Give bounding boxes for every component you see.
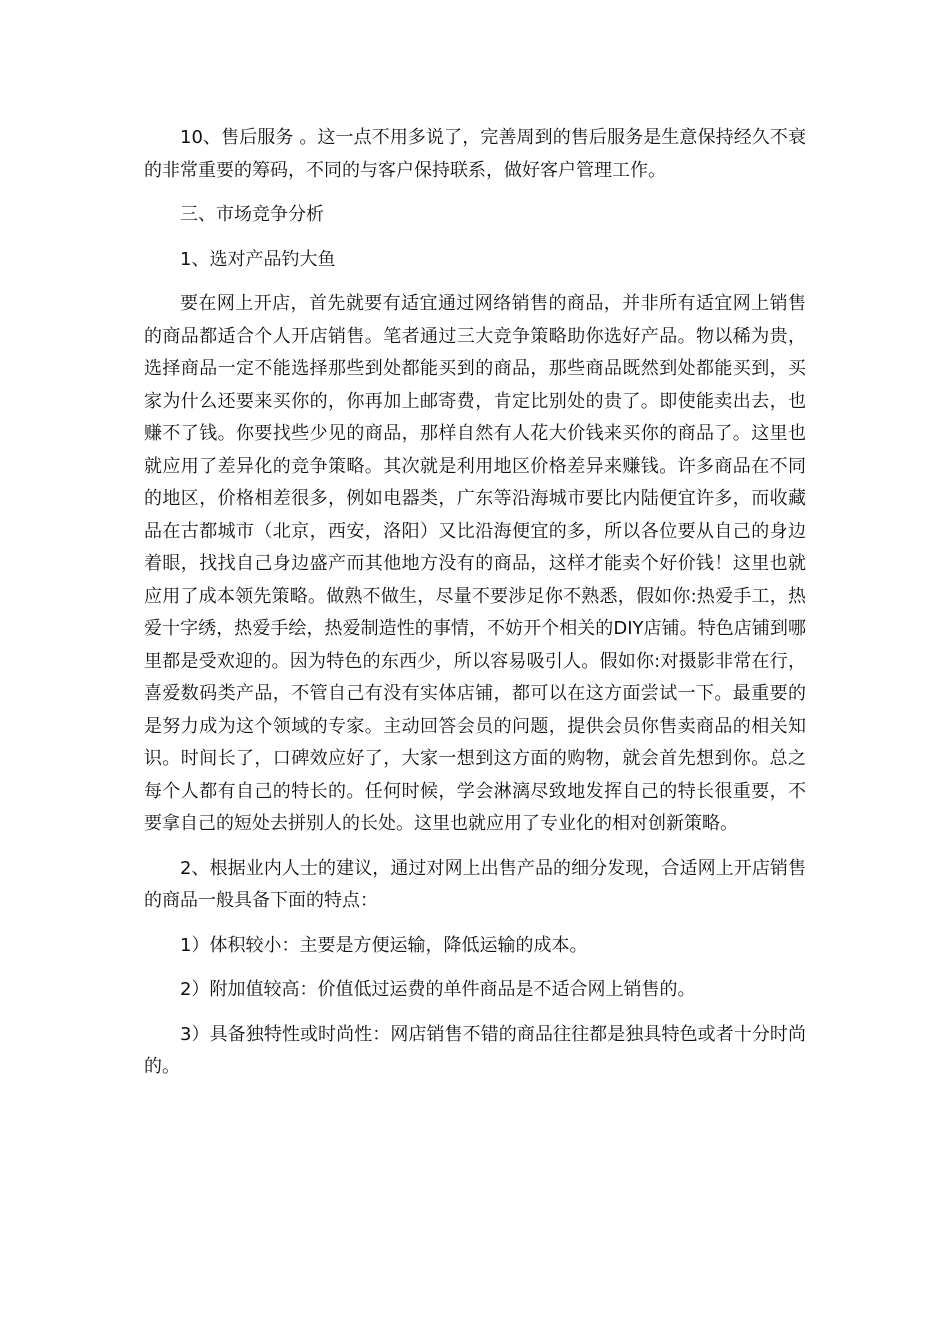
list-item-uniqueness-fashion: 3）具备独特性或时尚性：网店销售不错的商品往往都是独具特色或者十分时尚的。	[144, 1023, 806, 1077]
heading-market-competition-analysis: 三、市场竞争分析	[180, 204, 324, 225]
subheading-choose-products: 1、选对产品钓大鱼	[180, 248, 336, 270]
paragraph-after-sales-service: 10、售后服务 。这一点不用多说了，完善周到的售后服务是生意保持经久不衰的非常重要的筹码，不同的与客户保持联系，做好客户管理工作。	[144, 127, 806, 181]
paragraph-product-characteristics-intro: 2、根据业内人士的建议，通过对网上出售产品的细分发现，合适网上开店销售的商品一般具备下面的特点：	[144, 857, 806, 911]
document-body	[144, 122, 806, 1096]
list-item-high-added-value: 2）附加值较高：价值低过运费的单件商品是不适合网上销售的。	[180, 979, 696, 1000]
paragraph-competition-strategies: 要在网上开店，首先就要有适宜通过网络销售的商品，并非所有适宜网上销售的商品都适合个人开店销售。笔者通过三大竞争策略助你选好产品。物以稀为贵，选择商品一定不能选择那些到处都能买到的商品，那些商品既然到处都能买到，买家为什么还要来买你的，你再加上邮寄费，肯定比别处的贵了。即使能卖出去，也赚不了钱。你要找些少见的商品，那样自然有人花大价钱来买你的商品了。这里也就应用了差异化的竞争策略。其次就是利用地区价格差异来赚钱。许多商品在不同的地区，价格相差很多，例如电器类，广东等沿海城市要比内陆便宜许多，而收藏品在古都城市（北京，西安，洛阳）又比沿海便宜的多，所以各位要从自己的身边着眼，找找自己身边盛产而其他地方没有的商品，这样才能卖个好价钱！这里也就应用了成本领先策略。做熟不做生，尽量不要涉足你不熟悉，假如你:热爱手工，热爱十字绣，热爱手绘，热爱制造性的事情，不妨开个相关的DIY店铺。特色店铺到哪里都是受欢迎的。因为特色的东西少，所以容易吸引人。假如你:对摄影非常在行，喜爱数码类产品，不管自己有没有实体店铺，都可以在这方面尝试一下。最重要的是努力成为这个领域的专家。主动回答会员的问题，提供会员你售卖商品的相关知识。时间长了，口碑效应好了，大家一想到这方面的购物，就会首先想到你。总之每个人都有自己的特长的。任何时候，学会淋漓尽致地发挥自己的特长很重要，不要拿自己的短处去拼别人的长处。这里也就应用了专业化的相对创新策略。	[144, 293, 806, 834]
list-item-small-volume: 1）体积较小：主要是方便运输，降低运输的成本。	[180, 934, 588, 956]
